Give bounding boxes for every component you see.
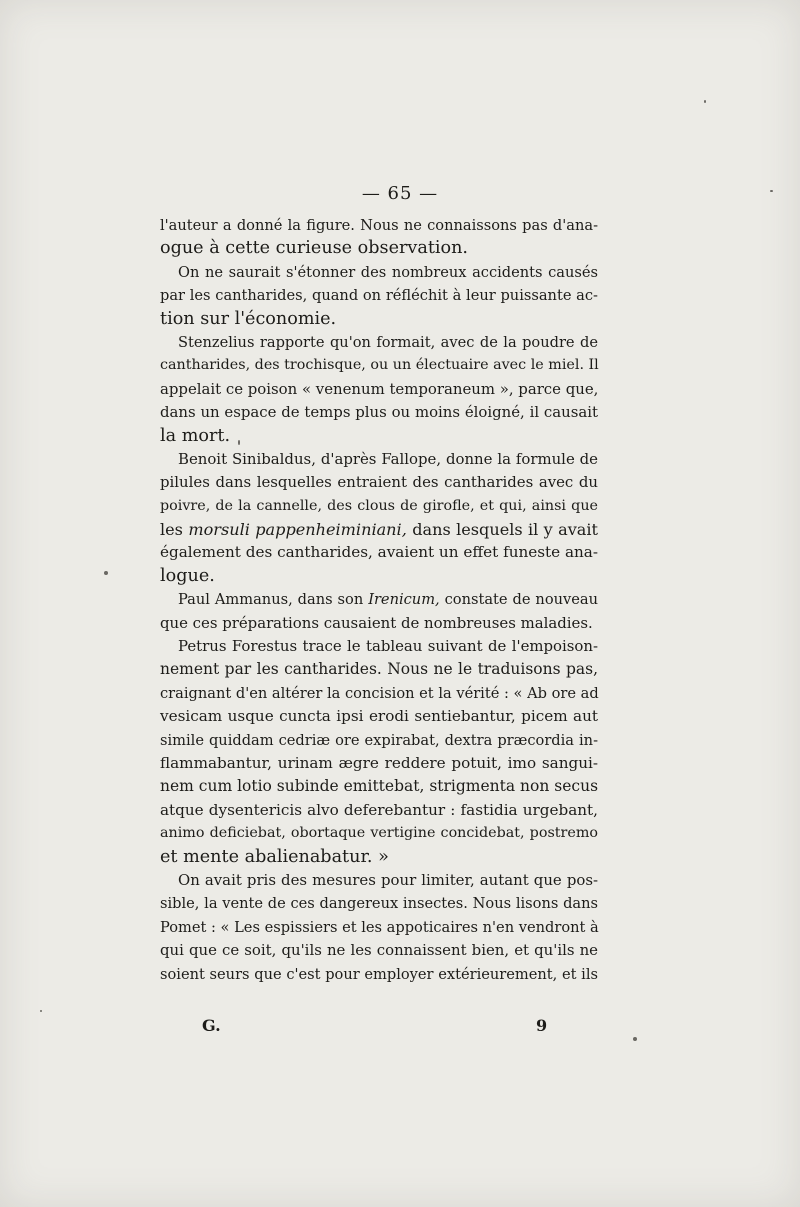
text-line: nem cum lotio subinde emittebat, strigmenta non secus (160, 777, 599, 796)
scan-speck (104, 571, 108, 575)
text-line: poivre, de la cannelle, des clous de girofle, et qui, ainsi que (160, 497, 598, 514)
text-line: ogue à cette curieuse observation. (160, 238, 469, 259)
text-line: flammabantur, urinam ægre reddere potuit, imo sangui- (160, 753, 598, 772)
scan-speck (40, 1010, 42, 1012)
text-segment: les (160, 520, 189, 540)
text-line: animo deficiebat, obortaque vertigine concidebat, postremo (160, 825, 598, 842)
text-line: sible, la vente de ces dangereux insectes. Nous lisons dans (160, 895, 598, 913)
italic-title: morsuli pappenheiminiani, (188, 520, 407, 540)
text-line: vesicam usque cuncta ipsi erodi sentiebantur, picem aut (160, 707, 598, 726)
text-line (160, 518, 598, 541)
page-number: — 65 — (361, 183, 439, 204)
page-footer (0, 1016, 800, 1042)
text-line: nement par les cantharides. Nous ne le traduisons pas, (160, 660, 598, 679)
italic-title: Irenicum, (368, 591, 440, 609)
text-line: simile quiddam cedriæ ore expirabat, dextra præcordia in- (160, 731, 598, 749)
scan-speck (238, 440, 240, 445)
text-segment: Paul Ammanus, dans son (178, 591, 369, 609)
text-line: Benoit Sinibaldus, d'après Fallope, donne la formule de (178, 449, 598, 468)
body-text (160, 214, 598, 986)
text-line: Pomet : « Les espissiers et les appoticaires n'en vendront à (160, 918, 599, 936)
text-line: cantharides, des trochisque, ou un électuaire avec le miel. Il (160, 357, 599, 374)
text-line: la mort. (160, 425, 231, 446)
text-segment: constate de nouveau (439, 591, 598, 609)
text-line: qui que ce soit, qu'ils ne les connaissent bien, et qu'ils ne (160, 941, 598, 960)
text-line: que ces préparations causaient de nombreuses maladies. (160, 613, 593, 632)
text-line: craignant d'en altérer la concision et la vérité : « Ab ore ad (160, 684, 599, 702)
signature-mark: G. (202, 1016, 221, 1035)
folio-number: 9 (536, 1016, 548, 1035)
text-line (160, 588, 598, 611)
text-line: par les cantharides, quand on réfléchit à leur puissante ac- (160, 287, 598, 305)
text-line: atque dysentericis alvo deferebantur : fastidia urgebant, (160, 800, 598, 819)
text-line: logue. (160, 565, 215, 586)
text-line: soient seurs que c'est pour employer extérieurement, et ils (160, 965, 598, 983)
text-line: appelait ce poison « venenum temporaneum », parce que, (160, 379, 599, 398)
text-line: pilules dans lesquelles entraient des cantharides avec du (160, 473, 598, 492)
text-line: dans un espace de temps plus ou moins éloigné, il causait (160, 403, 598, 422)
text-line: également des cantharides, avaient un effet funeste ana- (160, 543, 598, 562)
scan-speck (704, 100, 706, 103)
text-segment: dans lesquels il y avait (406, 520, 599, 540)
text-line: et mente abalienabatur. » (160, 846, 389, 867)
scan-speck (633, 1037, 637, 1041)
scan-speck (770, 190, 773, 192)
text-line: Stenzelius rapporte qu'on formait, avec de la poudre de (178, 333, 598, 351)
text-line: On avait pris des mesures pour limiter, autant que pos- (178, 870, 598, 889)
text-line: On ne saurait s'étonner des nombreux accidents causés (178, 263, 598, 281)
text-line: tion sur l'économie. (160, 308, 337, 329)
text-line: Petrus Forestus trace le tableau suivant de l'empoison- (178, 637, 598, 656)
text-line: l'auteur a donné la figure. Nous ne connaissons pas d'ana- (160, 217, 598, 234)
